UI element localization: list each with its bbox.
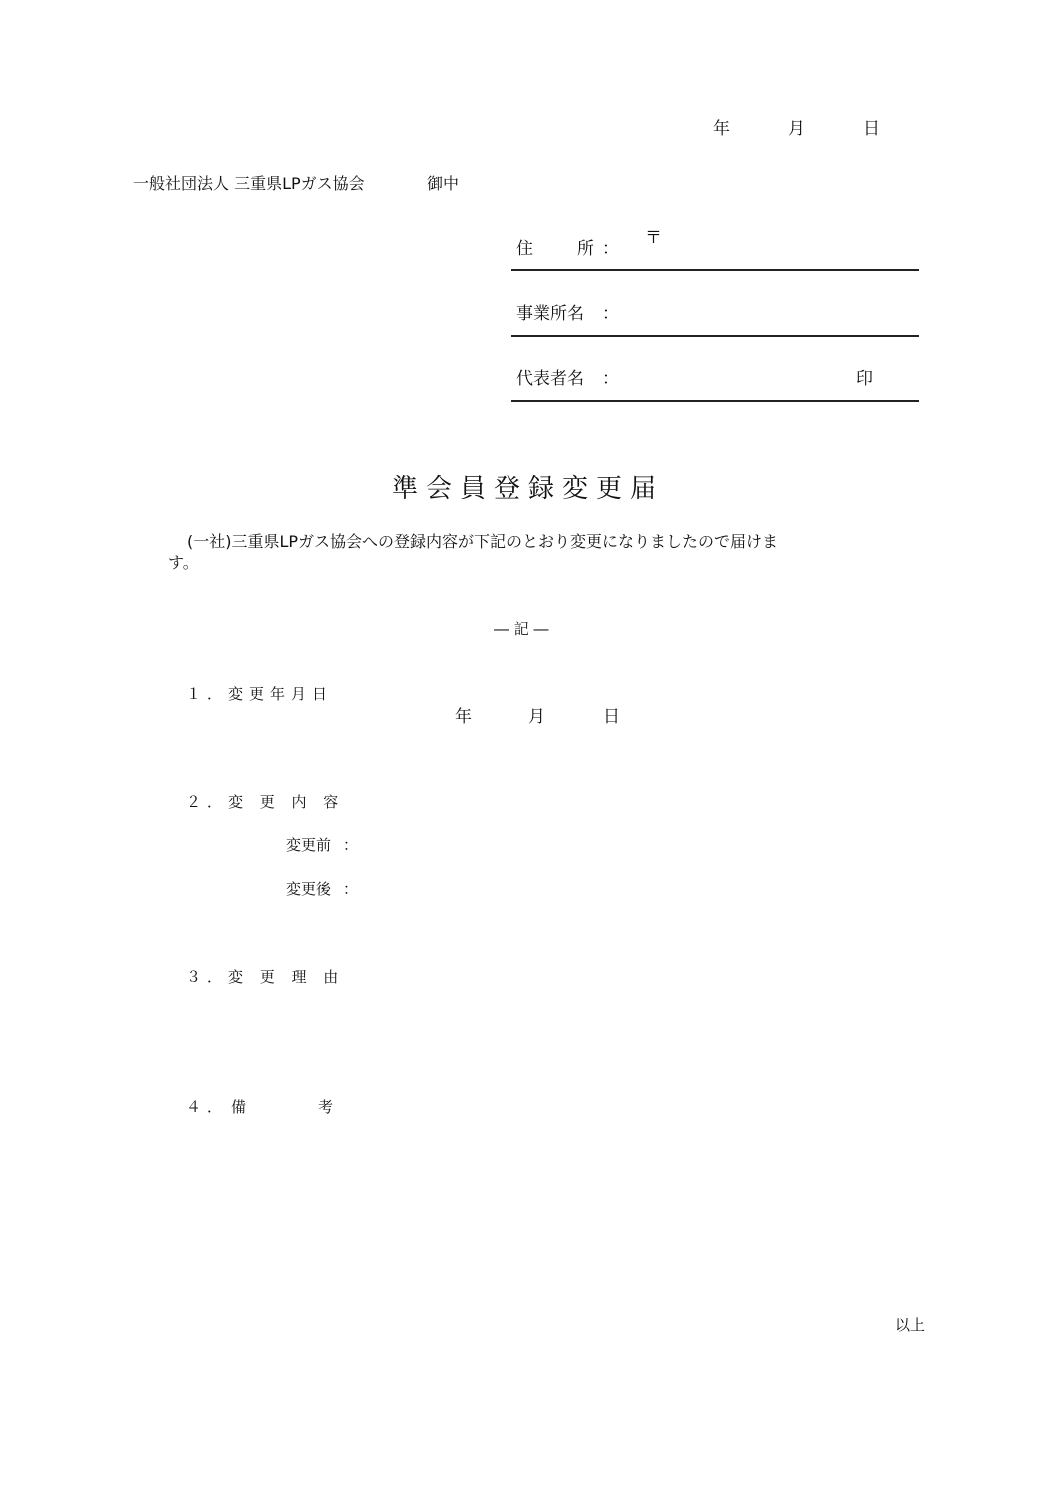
item1-year-label: 年 (455, 707, 472, 727)
seal-mark: 印 (856, 369, 873, 389)
item1-month-label: 月 (528, 707, 545, 727)
item4-number: ４． (186, 1098, 229, 1116)
address-underline (511, 269, 919, 271)
address-label-char1: 住 (516, 239, 533, 259)
address-label-char2: 所 (577, 239, 594, 259)
representative-colon: ： (602, 369, 619, 389)
office-name-underline (511, 335, 919, 337)
representative-underline (511, 400, 919, 402)
document-title: 準会員登録変更届 (392, 474, 665, 504)
before-change-colon: ： (343, 836, 359, 854)
item1-day-label: 日 (603, 707, 620, 727)
addressee-honorific: 御中 (427, 174, 460, 193)
header-month-label: 月 (788, 119, 805, 139)
intro-line-2: す。 (168, 553, 199, 572)
after-change-colon: ： (343, 880, 359, 898)
item3-label: ３．変 更 理 由 (186, 968, 345, 986)
representative-label: 代表者名 (516, 369, 584, 389)
intro-line-1: (一社)三重県LPガス協会への登録内容が下記のとおり変更になりましたので届けま (187, 532, 779, 551)
header-year-label: 年 (713, 119, 730, 139)
closing-mark: 以上 (895, 1316, 926, 1334)
item1-label: １．変更年月日 (186, 685, 334, 703)
postal-mark: 〒 (645, 228, 662, 248)
office-name-colon: ： (602, 304, 619, 324)
item2-label: ２．変 更 内 容 (186, 793, 345, 811)
addressee-org: 一般社団法人 三重県LPガス協会 (133, 174, 365, 193)
item4-label-char1: 備 (231, 1098, 247, 1116)
record-marker: ― 記 ― (494, 620, 549, 638)
item4-label-char2: 考 (318, 1098, 334, 1116)
after-change-label: 変更後 (286, 880, 332, 898)
header-day-label: 日 (863, 119, 880, 139)
before-change-label: 変更前 (286, 836, 332, 854)
address-colon: ： (602, 239, 619, 259)
office-name-label: 事業所名 (516, 304, 584, 324)
